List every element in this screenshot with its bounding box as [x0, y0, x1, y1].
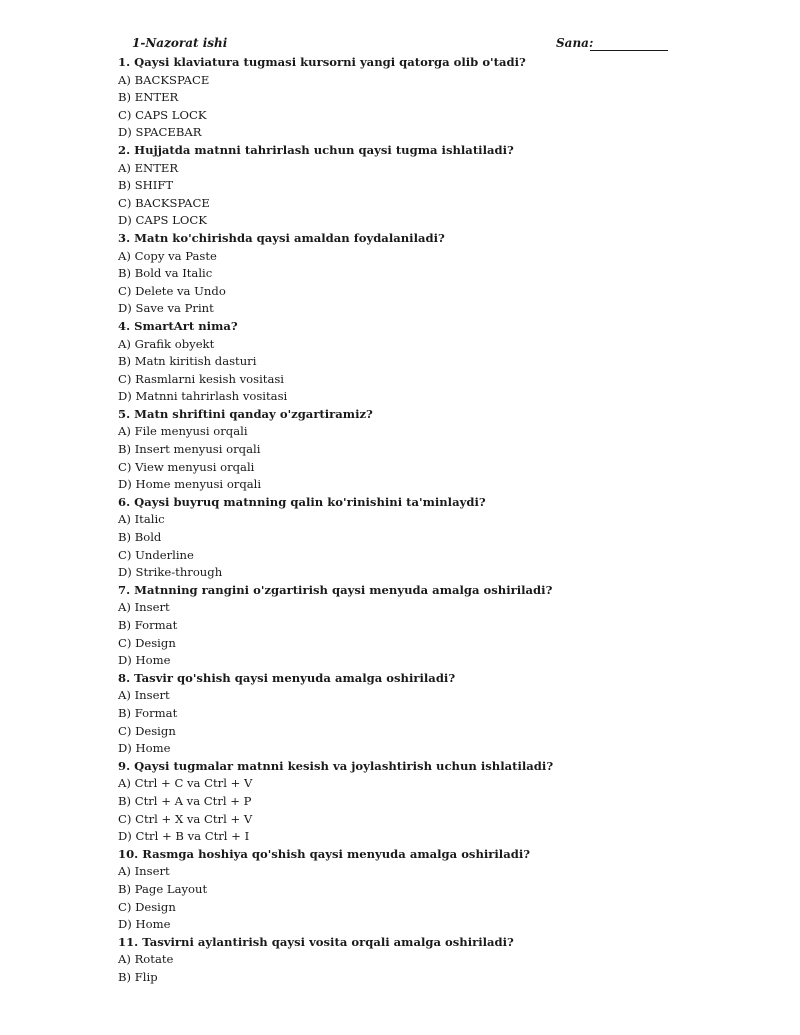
document-page [118, 36, 678, 986]
answer-option: A) File menyusi orqali [118, 424, 248, 439]
answer-option: C) Ctrl + X va Ctrl + V [118, 811, 253, 826]
question-block [118, 934, 678, 987]
answer-option: A) Copy va Paste [118, 248, 217, 263]
answer-option: C) BACKSPACE [118, 195, 210, 210]
document-title: 1-Nazorat ishi [132, 36, 228, 50]
answer-option: A) Grafik obyekt [118, 336, 215, 351]
question-text: 8. Tasvir qo'shish qaysi menyuda amalga oshiriladi? [118, 670, 456, 685]
answer-option: D) Home menyusi orqali [118, 477, 262, 492]
answer-option: B) Bold [118, 530, 162, 545]
question-text: 11. Tasvirni aylantirish qaysi vosita orqali amalga oshiriladi? [118, 934, 514, 949]
answer-option: C) Design [118, 635, 176, 650]
answer-option: B) Ctrl + A va Ctrl + P [118, 793, 252, 808]
answer-option: B) Bold va Italic [118, 266, 213, 281]
date-label: Sana: [556, 36, 594, 50]
answer-option: B) Page Layout [118, 881, 208, 896]
answer-option: B) Format [118, 618, 178, 632]
answer-option: D) Ctrl + B va Ctrl + I [118, 829, 250, 844]
question-list [118, 54, 678, 986]
answer-option: A) Ctrl + C va Ctrl + V [118, 776, 253, 791]
question-text: 4. SmartArt nima? [118, 318, 238, 333]
answer-option: D) Home [118, 653, 171, 668]
question-block [118, 318, 678, 406]
answer-option: C) Design [118, 723, 176, 738]
answer-option: D) CAPS LOCK [118, 213, 207, 228]
answer-option: A) Italic [118, 512, 165, 527]
question-block [118, 494, 678, 582]
answer-option: C) Underline [118, 547, 194, 562]
answer-option: B) Insert menyusi orqali [118, 442, 261, 457]
answer-option: B) Matn kiritish dasturi [118, 354, 257, 369]
question-text: 6. Qaysi buyruq matnning qalin ko'rinishini ta'minlaydi? [118, 494, 486, 509]
question-text: 2. Hujjatda matnni tahrirlash uchun qaysi tugma ishlatiladi? [118, 142, 514, 157]
question-block [118, 230, 678, 318]
question-block [118, 142, 678, 230]
answer-option: C) Delete va Undo [118, 283, 226, 298]
answer-option: A) Insert [118, 688, 170, 703]
answer-option: C) CAPS LOCK [118, 107, 207, 122]
question-block [118, 758, 678, 846]
answer-option: A) Insert [118, 600, 170, 615]
answer-option: D) Home [118, 741, 171, 756]
date-blank-line [590, 50, 668, 51]
answer-option: B) ENTER [118, 90, 179, 105]
question-text: 10. Rasmga hoshiya qo'shish qaysi menyuda amalga oshiriladi? [118, 846, 531, 861]
question-block [118, 406, 678, 494]
answer-option: B) Format [118, 705, 178, 720]
answer-option: B) SHIFT [118, 178, 174, 193]
answer-option: B) Flip [118, 969, 158, 984]
answer-option: A) Rotate [118, 952, 174, 967]
answer-option: D) Matnni tahrirlash vositasi [118, 389, 288, 404]
answer-option: C) Design [118, 899, 176, 914]
document-header [118, 36, 678, 54]
answer-option: D) Strike-through [118, 565, 223, 580]
answer-option: A) BACKSPACE [118, 72, 210, 87]
question-text: 9. Qaysi tugmalar matnni kesish va joylashtirish uchun ishlatiladi? [118, 758, 554, 773]
question-text: 5. Matn shriftini qanday o'zgartiramiz? [118, 406, 373, 421]
answer-option: D) Save va Print [118, 301, 214, 316]
answer-option: C) Rasmlarni kesish vositasi [118, 371, 285, 386]
question-block [118, 582, 678, 670]
answer-option: C) View menyusi orqali [118, 459, 255, 474]
question-block [118, 54, 678, 142]
answer-option: D) Home [118, 917, 171, 932]
answer-option: A) Insert [118, 864, 170, 879]
answer-option: A) ENTER [118, 160, 179, 175]
question-block [118, 846, 678, 934]
question-text: 1. Qaysi klaviatura tugmasi kursorni yangi qatorga olib o'tadi? [118, 55, 526, 69]
question-text: 3. Matn ko'chirishda qaysi amaldan foydalaniladi? [118, 230, 445, 245]
answer-option: D) SPACEBAR [118, 125, 202, 140]
question-text: 7. Matnning rangini o'zgartirish qaysi menyuda amalga oshiriladi? [118, 582, 553, 597]
question-block [118, 670, 678, 758]
